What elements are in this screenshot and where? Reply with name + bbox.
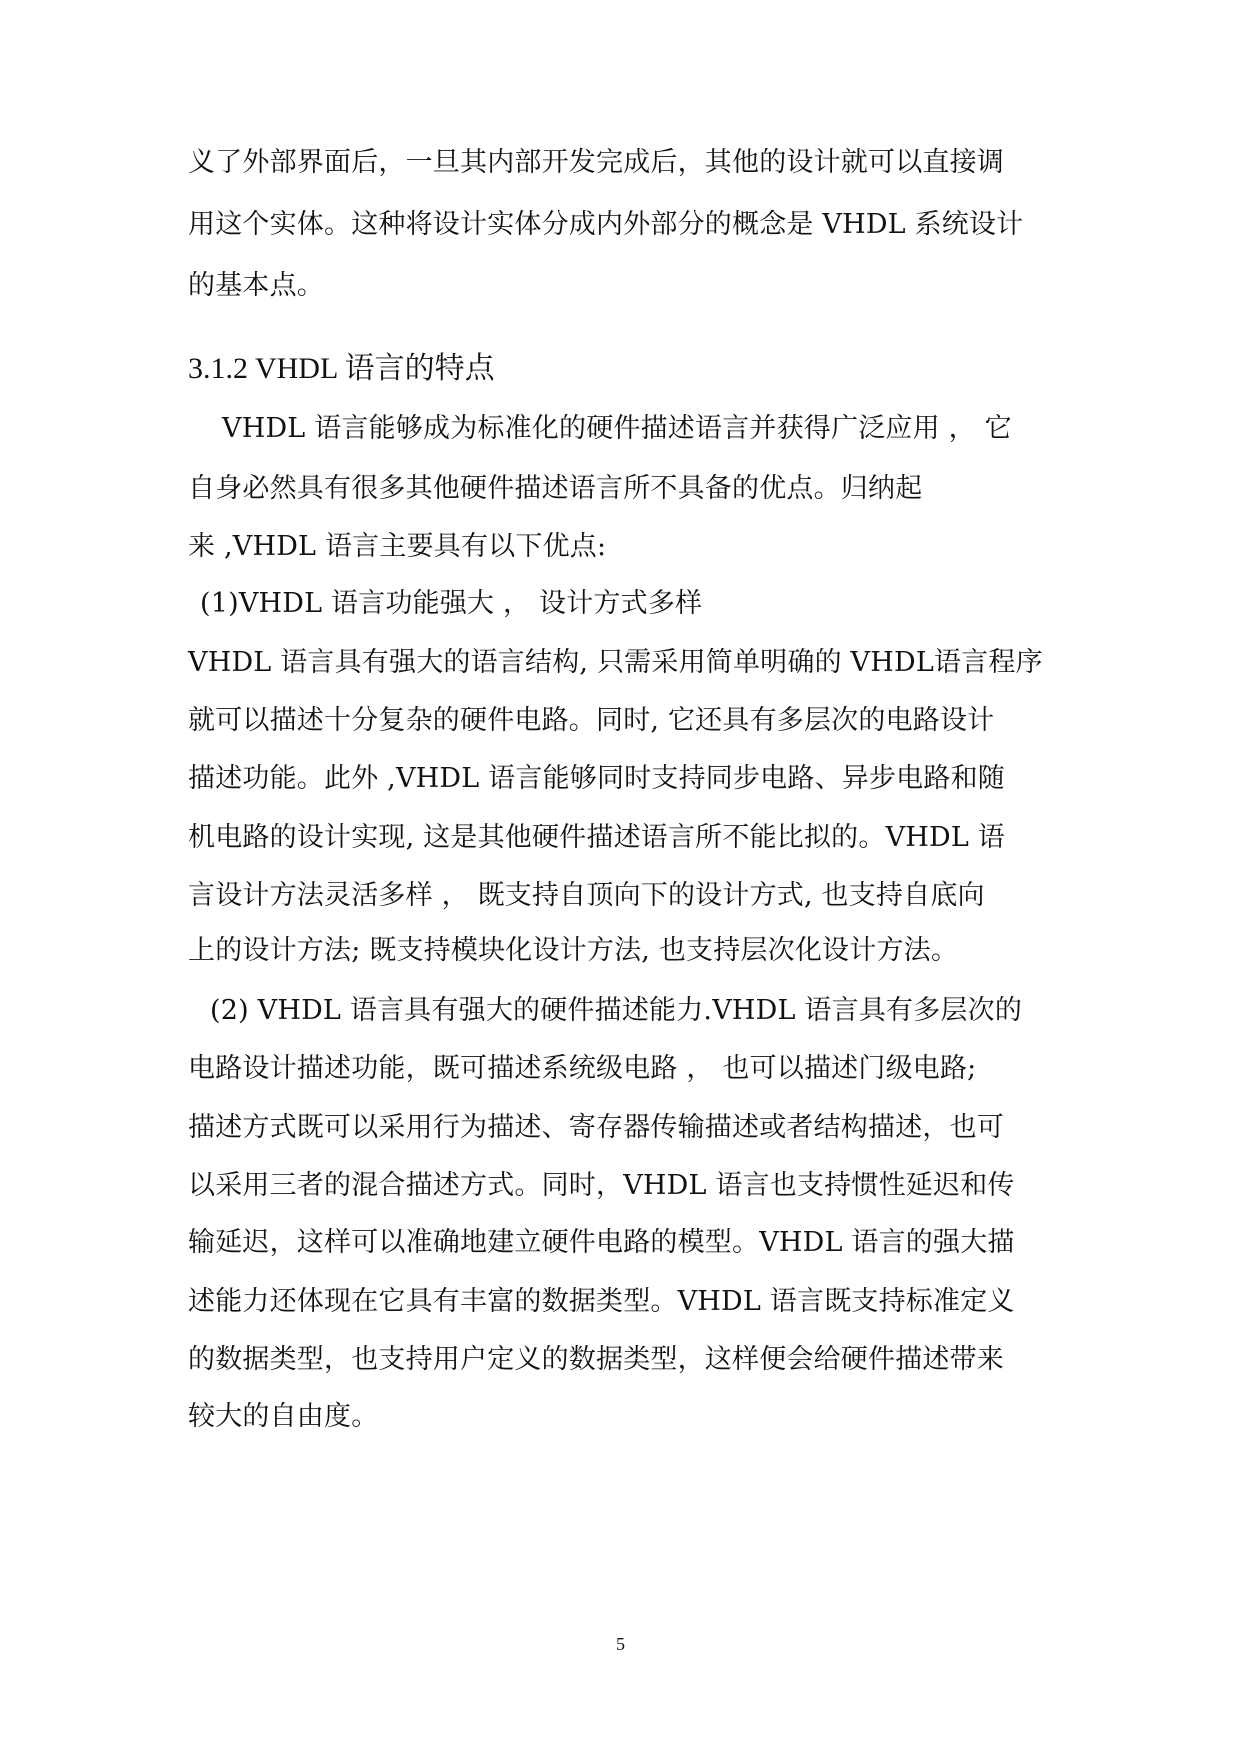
body-text-line: VHDL 语言能够成为标准化的硬件描述语言并获得广泛应用 ， 它 (222, 413, 1012, 444)
body-text-line: 的数据类型，也支持用户定义的数据类型，这样便会给硬件描述带来 (188, 1344, 1004, 1375)
body-text-line: 电路设计描述功能，既可描述系统级电路 ， 也可以描述门级电路; (188, 1053, 977, 1084)
page-number: 5 (616, 1634, 625, 1654)
body-text-line: 的基本点。 (188, 270, 324, 301)
body-text-line: 上的设计方法; 既支持模块化设计方法, 也支持层次化设计方法。 (188, 935, 959, 966)
body-text-line: 述能力还体现在它具有丰富的数据类型。VHDL 语言既支持标准定义 (188, 1286, 1015, 1317)
list-item-title: (1)VHDL 语言功能强大 ， 设计方式多样 (200, 588, 703, 619)
body-text-line: 自身必然具有很多其他硬件描述语言所不具备的优点。归纳起 (188, 473, 923, 504)
section-heading: 3.1.2 VHDL 语言的特点 (188, 352, 495, 385)
body-text-line: 描述方式既可以采用行为描述、寄存器传输描述或者结构描述，也可 (188, 1112, 1004, 1143)
body-text-line: 描述功能。此外 ,VHDL 语言能够同时支持同步电路、异步电路和随 (188, 763, 1005, 794)
body-text-line: 就可以描述十分复杂的硬件电路。同时, 它还具有多层次的电路设计 (188, 705, 995, 736)
body-text-line: 来 ,VHDL 语言主要具有以下优点: (188, 531, 607, 562)
body-text-line: 输延迟，这样可以准确地建立硬件电路的模型。VHDL 语言的强大描 (188, 1227, 1015, 1258)
list-item-title: (2) VHDL 语言具有强大的硬件描述能力.VHDL 语言具有多层次的 (210, 995, 1023, 1026)
body-text-line: 较大的自由度。 (188, 1401, 379, 1432)
body-text-line: 义了外部界面后，一旦其内部开发完成后，其他的设计就可以直接调 (188, 147, 1004, 178)
body-text-line: VHDL 语言具有强大的语言结构, 只需采用简单明确的 VHDL语言程序 (188, 647, 1043, 678)
body-text-line: 以采用三者的混合描述方式。同时，VHDL 语言也支持惯性延迟和传 (188, 1170, 1015, 1201)
body-text-line: 言设计方法灵活多样 ， 既支持自顶向下的设计方式, 也支持自底向 (188, 880, 985, 911)
body-text-line: 机电路的设计实现, 这是其他硬件描述语言所不能比拟的。VHDL 语 (188, 822, 1005, 853)
body-text-line: 用这个实体。这种将设计实体分成内外部分的概念是 VHDL 系统设计 (188, 209, 1024, 240)
